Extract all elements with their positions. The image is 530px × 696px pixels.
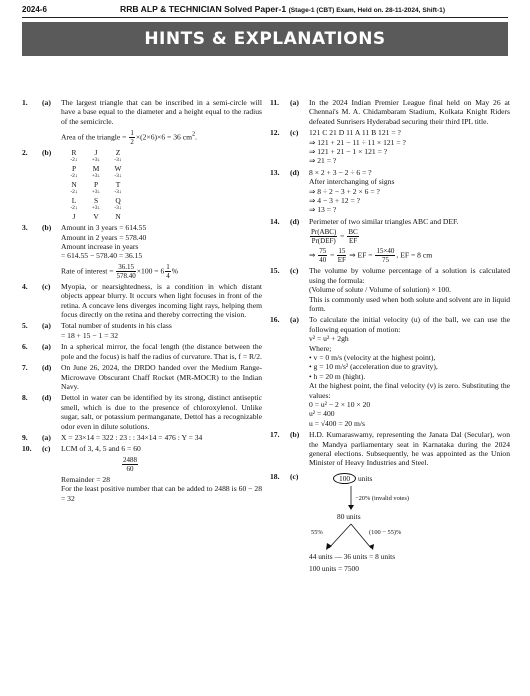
answer-option: (d) bbox=[42, 393, 52, 403]
explanation-line: Where; bbox=[309, 343, 332, 353]
explanation-line: Amount in 2 years = 578.40 bbox=[61, 232, 147, 242]
grid-arrow: -2↓ bbox=[70, 205, 78, 212]
explanation-line: = 614.55 − 578.40 = 36.15 bbox=[61, 251, 143, 261]
explanation-line: • g = 10 m/s² (acceleration due to gravity), bbox=[309, 362, 438, 372]
grid-cell: S bbox=[93, 196, 99, 206]
answer-7 bbox=[22, 363, 262, 391]
answer-option: (a) bbox=[42, 342, 51, 352]
answer-16 bbox=[270, 315, 510, 428]
answer-4 bbox=[22, 282, 262, 320]
page-number: 2024-6 bbox=[22, 5, 47, 14]
answer-option: (c) bbox=[42, 281, 51, 291]
explanation-line: LCM of 3, 4, 5 and 6 = 60 bbox=[61, 444, 141, 454]
answer-3 bbox=[22, 223, 262, 280]
answer-option: (c) bbox=[290, 266, 299, 276]
explanation-line: • v = 0 m/s (velocity at the highest point), bbox=[309, 352, 436, 362]
answer-14 bbox=[270, 217, 510, 264]
grid-cell: J bbox=[72, 212, 76, 222]
invalid-votes-label: −20% (invalid votes) bbox=[355, 494, 410, 502]
explanation-line: ⇒ 121 + 21 − 1 × 121 = ? bbox=[309, 147, 388, 157]
explanation-line: u² = 400 bbox=[309, 409, 335, 419]
grid-arrow: +3↓ bbox=[91, 157, 101, 164]
right-column bbox=[270, 98, 510, 574]
question-number: 13. bbox=[270, 167, 280, 177]
valid-votes: 80 units bbox=[337, 511, 361, 521]
question-number: 10. bbox=[22, 444, 32, 454]
answer-option: (d) bbox=[290, 167, 300, 177]
answer-option: (a) bbox=[42, 98, 51, 107]
question-number: 2. bbox=[22, 148, 28, 158]
answer-11 bbox=[270, 98, 510, 126]
question-number: 14. bbox=[270, 216, 280, 226]
explanation-line: ⇒ 121 + 21 − 11 ÷ 11 × 121 = ? bbox=[309, 137, 406, 147]
explanation-line: This is commonly used when both solute and solvent are in liquid form. bbox=[309, 294, 510, 313]
winner-share: 55% bbox=[311, 528, 323, 536]
explanation-line: 0 = u² − 2 × 10 × 20 bbox=[309, 399, 371, 409]
explanation-line: ⇒ 13 = ? bbox=[309, 205, 337, 215]
grid-arrow: -2↓ bbox=[70, 157, 78, 164]
rate-formula: Rate of interest = $\frac{36.15}{578.40}$ ×100 = 6 $\frac{1}{4}$ % bbox=[61, 262, 179, 280]
grid-arrow: +3↓ bbox=[91, 173, 101, 180]
grid-cell: Z bbox=[115, 148, 121, 158]
answer-18 bbox=[270, 472, 510, 572]
paper-title bbox=[120, 4, 445, 14]
question-number: 16. bbox=[270, 315, 280, 325]
explanation-text: X = 23×14 = 322 : 23 : : 34×14 = 476 : Y = 34 bbox=[61, 432, 203, 442]
explanation-text: On June 26, 2024, the DRDO handed over the Medium Range-Microwave Obscurant Chaff Rocket (MR-MOCR) to the Indian Navy. bbox=[61, 363, 262, 391]
answer-1 bbox=[22, 98, 262, 146]
question-number: 12. bbox=[270, 128, 280, 138]
explanation-line: At the highest point, the final velocity (v) is zero. Substituting the values: bbox=[309, 381, 510, 400]
grid-arrow: -3↓ bbox=[114, 157, 122, 164]
explanation-line: ⇒ 4 − 3 + 12 = ? bbox=[309, 196, 361, 206]
paper-title-text: RRB ALP & TECHNICIAN Solved Paper-1 bbox=[120, 4, 287, 14]
total-votes bbox=[333, 474, 372, 483]
answer-option: (c) bbox=[290, 128, 299, 138]
explanation-line: • h = 20 m (hight). bbox=[309, 371, 366, 381]
section-banner bbox=[22, 22, 508, 56]
grid-arrow: -2↓ bbox=[70, 173, 78, 180]
explanation-line: For the least positive number that can be added to 2488 is 60 − 28 = 32 bbox=[61, 484, 262, 503]
question-number: 11. bbox=[270, 98, 280, 107]
answer-8 bbox=[22, 393, 262, 431]
question-number: 7. bbox=[22, 363, 28, 373]
explanation-line: (Volume of solute / Volume of solution) × 100. bbox=[309, 285, 452, 295]
answer-6 bbox=[22, 342, 262, 361]
explanation-line: u = √400 = 20 m/s bbox=[309, 418, 365, 428]
explanation-line: Perimeter of two similar triangles ABC and DEF. bbox=[309, 216, 459, 226]
answer-2 bbox=[22, 148, 262, 221]
question-number: 17. bbox=[270, 430, 280, 440]
answer-option: (a) bbox=[290, 98, 299, 107]
question-number: 6. bbox=[22, 342, 28, 352]
explanation-line: Total number of students in his class bbox=[61, 321, 172, 331]
grid-arrow: +3↓ bbox=[91, 205, 101, 212]
answer-17 bbox=[270, 430, 510, 468]
question-number: 9. bbox=[22, 432, 28, 442]
votes-flow-diagram bbox=[309, 472, 510, 572]
answer-13 bbox=[270, 168, 510, 215]
explanation-line: ⇒ 21 = ? bbox=[309, 156, 337, 166]
explanation-text: In the 2024 Indian Premier League final held on May 26 at Chennai's M. A. Chidambaram Stadium, Kolkata Knight Riders defeated Sunrisers Hyderabad securing their third IPL title. bbox=[309, 98, 510, 126]
grid-cell: J bbox=[94, 148, 98, 158]
explanation-line: 8 × 2 + 3 − 2 ÷ 6 = ? bbox=[309, 167, 372, 177]
answer-option: (c) bbox=[290, 471, 299, 481]
answer-option: (b) bbox=[42, 223, 52, 233]
explanation-text: H.D. Kumaraswamy, representing the Janata Dal (Secular), won the Mandya parliamentary seat in Karnataka during the 2024 general elections. Subsequently, he was appointed as the Union Minister of Heavy Industries and Steel. bbox=[309, 430, 510, 468]
question-number: 15. bbox=[270, 266, 280, 276]
answer-option: (d) bbox=[42, 363, 52, 373]
explanation-line: After interchanging of signs bbox=[309, 177, 395, 187]
explanation-text: Dettol in water can be identified by its strong, distinct antiseptic smell, which is due to the presence of chloroxylenol. Unlike sugar, salt, or potassium permanganate, Dettol has a recognizable odor even in dilute solutions. bbox=[61, 393, 262, 431]
letter-series-grid bbox=[63, 148, 129, 221]
area-formula: Area of the triangle = $\frac{1}{2}$ ×(2×6)×6 = 36 $cm^2$. bbox=[61, 129, 198, 147]
question-number: 3. bbox=[22, 223, 28, 233]
grid-cell: V bbox=[93, 212, 99, 222]
total-votes-unit: units bbox=[357, 473, 373, 483]
margin-calculation: 44 units — 36 units = 8 units bbox=[309, 551, 396, 561]
answer-12 bbox=[270, 128, 510, 166]
loser-share: (100 − 55)% bbox=[369, 528, 402, 536]
grid-cell: P bbox=[71, 164, 77, 174]
grid-cell: N bbox=[115, 212, 121, 222]
grid-cell: R bbox=[71, 148, 77, 158]
explanation-line: Remainder = 28 bbox=[61, 474, 110, 484]
explanation-text: The largest triangle that can be inscribed in a semi-circle will have a base equal to the diameter and a height equal to the radius of the semicircle. bbox=[61, 98, 262, 126]
perimeter-ratio: $\frac{\text{Pr(ABC)}}{\text{Pr(DEF)}}$ = $\frac{BC}{EF}$ bbox=[311, 228, 358, 246]
explanation-line: To calculate the initial velocity (u) of the ball, we can use the following equation of motion: bbox=[309, 315, 510, 334]
answer-option: (a) bbox=[290, 315, 299, 325]
question-number: 8. bbox=[22, 393, 28, 403]
grid-cell: Q bbox=[115, 196, 121, 206]
grid-cell: W bbox=[114, 164, 122, 174]
explanation-line: v² = u² + 2gh bbox=[309, 334, 349, 344]
question-number: 1. bbox=[22, 98, 28, 107]
total-votes-value: 100 bbox=[333, 473, 356, 484]
explanation-line: The volume by volume percentage of a solution is calculated using the formula: bbox=[309, 266, 510, 285]
grid-arrow: -3↓ bbox=[114, 173, 122, 180]
answer-option: (b) bbox=[290, 430, 300, 440]
banner-title: HINTS & EXPLANATIONS bbox=[144, 29, 386, 49]
perimeter-solution: ⇒ $\frac{75}{40}$ = $\frac{15}{EF}$ ⇒ EF = $\frac{15\times 40}{75}$ , EF = 8 cm bbox=[309, 247, 433, 265]
grid-arrow: -3↓ bbox=[114, 205, 122, 212]
answer-option: (b) bbox=[42, 148, 52, 158]
grid-arrow: -2↓ bbox=[70, 189, 78, 196]
answer-10 bbox=[22, 444, 262, 503]
question-number: 4. bbox=[22, 281, 28, 291]
grid-cell: N bbox=[71, 180, 77, 190]
grid-cell: P bbox=[93, 180, 99, 190]
answer-option: (c) bbox=[42, 444, 51, 454]
answer-15 bbox=[270, 266, 510, 313]
explanation-text: In a spherical mirror, the focal length (the distance between the pole and the focus) is half the radius of curvature. That is, f = R/2. bbox=[61, 342, 262, 361]
question-number: 5. bbox=[22, 321, 28, 331]
total-result: 100 units = 7500 bbox=[309, 563, 359, 573]
answer-option: (d) bbox=[290, 216, 300, 226]
explanation-text: Myopia, or nearsightedness, is a condition in which distant objects appear blurry. It occurs when light focuses in front of the retina. A concave lens diverges incoming light rays, helping them focus directly on the retina and thereby correcting the vision. bbox=[61, 281, 262, 320]
grid-cell: T bbox=[115, 180, 121, 190]
explanation-line: = 18 + 15 − 1 = 32 bbox=[61, 330, 118, 340]
grid-arrow: -3↓ bbox=[114, 189, 122, 196]
answer-option: (a) bbox=[42, 432, 51, 442]
question-number: 18. bbox=[270, 471, 280, 481]
explanation-line: Amount in 3 years = 614.55 bbox=[61, 223, 147, 233]
explanation-line: 121 C 21 D 11 A 11 B 121 = ? bbox=[309, 128, 401, 138]
grid-arrow: +3↓ bbox=[91, 189, 101, 196]
answer-5 bbox=[22, 321, 262, 340]
header-rule bbox=[22, 17, 508, 18]
left-column bbox=[22, 98, 262, 505]
paper-subtitle: (Stage-1 (CBT) Exam, Held on. 28-11-2024, Shift-1) bbox=[288, 7, 446, 14]
explanation-line: ⇒ 8 ÷ 2 − 3 + 2 × 6 = ? bbox=[309, 186, 380, 196]
answer-option: (a) bbox=[42, 321, 51, 331]
grid-cell: M bbox=[92, 164, 100, 174]
division-step: $\frac{2488}{60}$ bbox=[123, 455, 137, 473]
explanation-line: Amount increase in years bbox=[61, 242, 139, 252]
answer-9 bbox=[22, 433, 262, 442]
grid-cell: L bbox=[71, 196, 77, 206]
